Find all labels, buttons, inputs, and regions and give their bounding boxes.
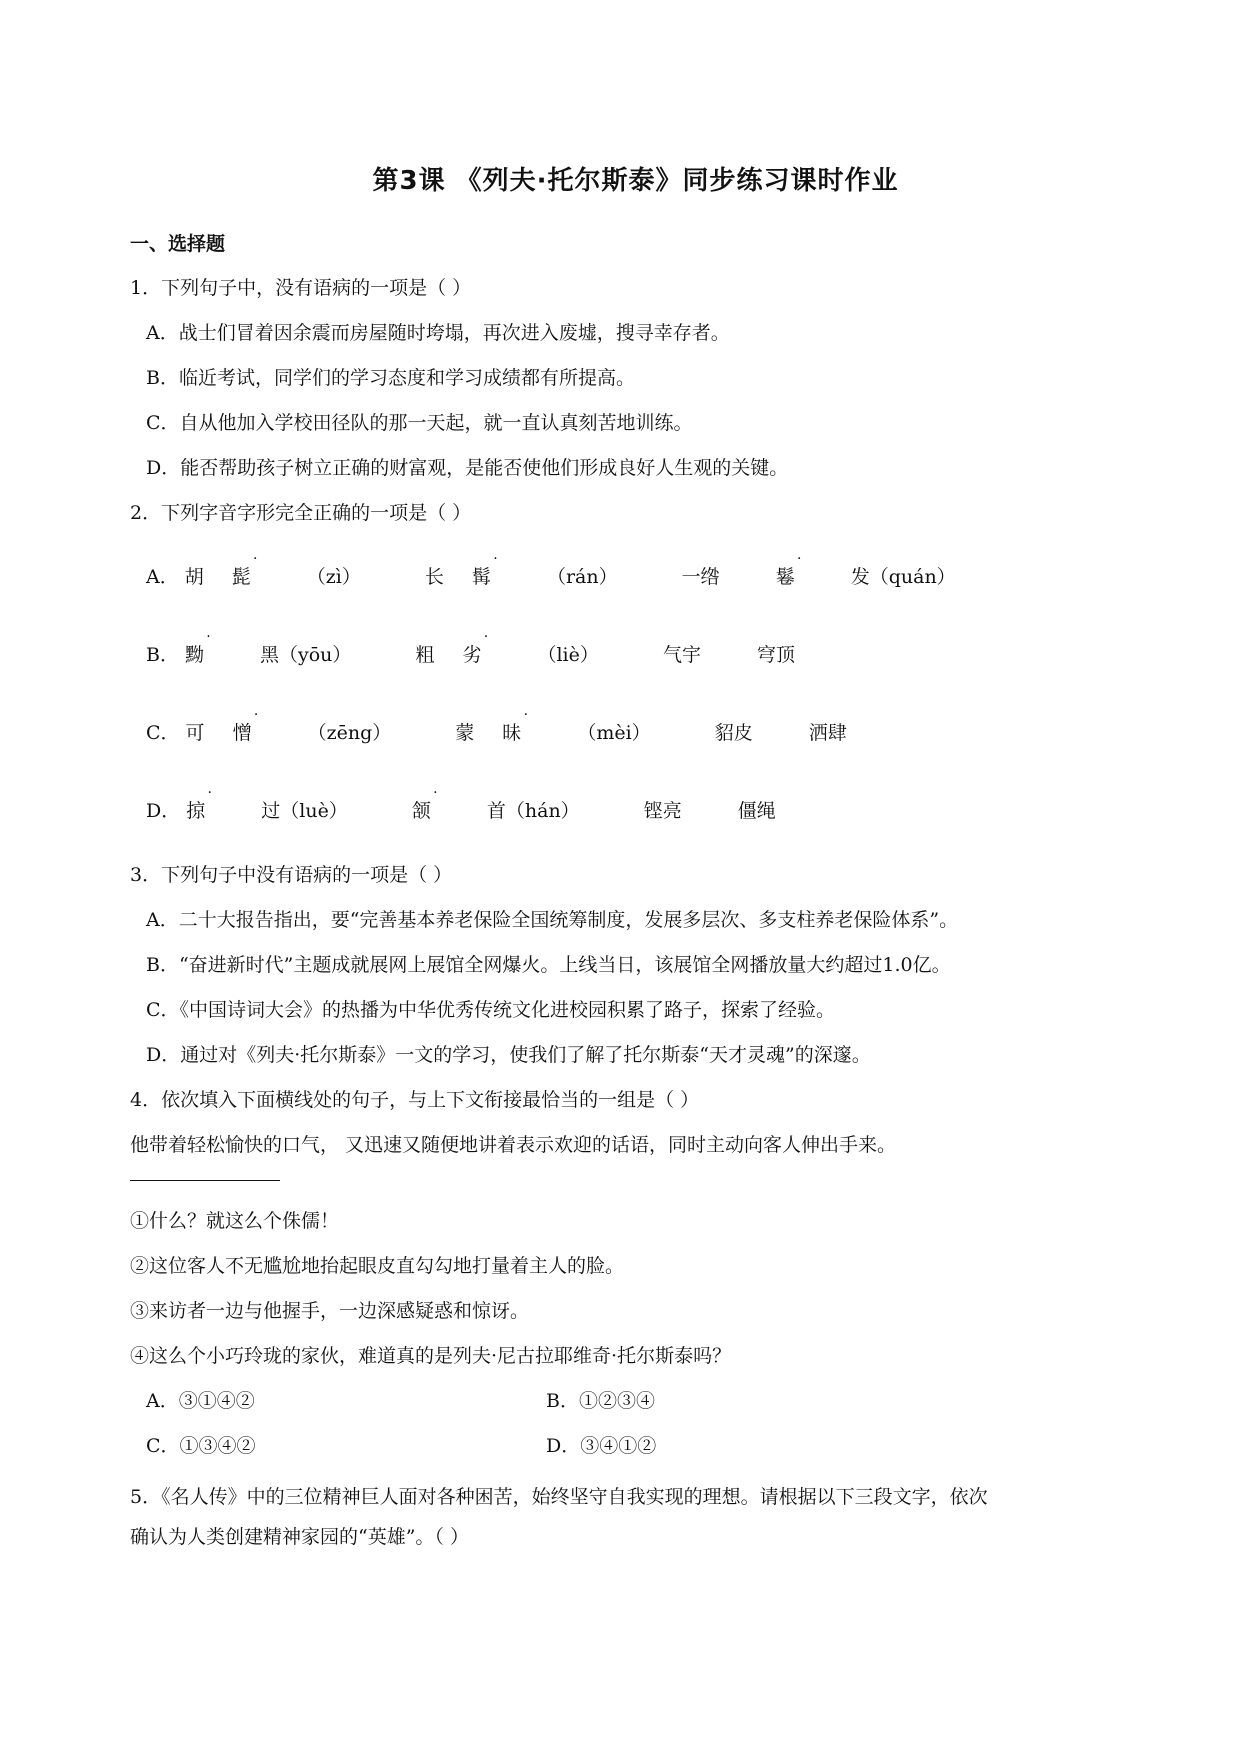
question-1-option-b[interactable]: B．临近考试，同学们的学习态度和学习成绩都有所提高。 <box>146 367 635 389</box>
question-1-option-a[interactable]: A．战士们冒着因余震而房屋随时垮塌，再次进入废墟，搜寻幸存者。 <box>146 322 730 344</box>
sentence-2: ②这位客人不无尴尬地抬起眼皮直勾勾地打量着主人的脸。 <box>130 1255 625 1277</box>
question-5-stem-line-2: 确认为人类创建精神家园的“英雄”。（ ） <box>130 1526 469 1548</box>
question-4-stem: 4．依次填入下面横线处的句子，与上下文衔接最恰当的一组是（ ） <box>130 1089 700 1111</box>
word-youhei: · 黝 黑（yōu） <box>184 629 352 666</box>
question-2-option-b[interactable] <box>130 629 1141 669</box>
question-4-option-d[interactable]: D．③④①② <box>546 1435 657 1457</box>
word-qiongding: 穹顶 <box>757 644 796 666</box>
word-changran: 长 · 髯 （rán） <box>424 551 618 588</box>
word-yiliu: 一绺 <box>681 566 720 588</box>
option-letter: C． <box>146 722 180 744</box>
word-quanfa: · 鬈 发（quán） <box>775 551 956 588</box>
option-letter: D． <box>146 800 181 822</box>
question-2-option-d[interactable] <box>130 785 1141 825</box>
question-3-option-b[interactable]: B．“奋进新时代”主题成就展网上展馆全网爆火。上线当日，该展馆全网播放量大约超过1.0亿。 <box>146 954 951 976</box>
word-qiyu: 气宇 <box>662 644 701 666</box>
question-1-stem: 1．下列句子中，没有语病的一项是（ ） <box>130 277 472 299</box>
sentence-1: ①什么？就这么个侏儒！ <box>130 1210 340 1232</box>
sentence-3: ③来访者一边与他握手，一边深感疑惑和惊讶。 <box>130 1300 530 1322</box>
question-2-stem: 2．下列字音字形完全正确的一项是（ ） <box>130 502 472 524</box>
word-huzi: 胡 · 髭 （zì） <box>184 551 361 588</box>
question-3-option-c[interactable]: C．《中国诗词大会》的热播为中华优秀传统文化进校园积累了路子，探索了经验。 <box>146 999 836 1021</box>
word-hanshou: · 颔 首（hán） <box>411 785 580 822</box>
question-4-option-a[interactable]: A．③①④② <box>146 1390 255 1412</box>
word-sasi: 洒肆 <box>808 722 847 744</box>
question-4-option-b[interactable]: B．①②③④ <box>546 1390 655 1412</box>
word-diaopi: 貂皮 <box>714 722 753 744</box>
question-2-option-c[interactable] <box>130 707 1141 747</box>
question-4-passage: 他带着轻松愉快的口气， 又迅速又随便地讲着表示欢迎的话语，同时主动向客人伸出手来。 <box>130 1134 897 1156</box>
question-4-options <box>130 1387 1141 1460</box>
question-3-option-a[interactable]: A．二十大报告指出，要“完善基本养老保险全国统筹制度，发展多层次、多支柱养老保险体系”。 <box>146 909 959 931</box>
word-mengmei: 蒙 · 昧 （mèi） <box>455 707 651 744</box>
word-jiangsheng: 僵绳 <box>737 800 776 822</box>
question-3-option-d[interactable]: D．通过对《列夫·托尔斯泰》一文的学习，使我们了解了托尔斯泰“天才灵魂”的深邃。 <box>146 1044 871 1066</box>
sentence-4: ④这么个小巧玲珑的家伙，难道真的是列夫·尼古拉耶维奇·托尔斯泰吗？ <box>130 1345 732 1367</box>
answer-blank-line <box>130 1179 280 1181</box>
word-culie: 粗 · 劣 （liè） <box>415 629 599 666</box>
word-kengliang: 铿亮 <box>643 800 682 822</box>
section-heading: 一、选择题 <box>130 233 226 255</box>
page-title: 第3课 《列夫·托尔斯泰》同步练习课时作业 <box>372 166 899 196</box>
option-letter: B． <box>146 644 179 666</box>
question-3-stem: 3．下列句子中没有语病的一项是（ ） <box>130 864 453 886</box>
question-2-option-a[interactable] <box>130 551 1141 591</box>
question-4-option-c[interactable]: C．①③④② <box>146 1435 256 1457</box>
word-lueguo: · 掠 过（luè） <box>186 785 348 822</box>
word-kezeng: 可 · 憎 （zēng） <box>185 707 392 744</box>
question-1-option-c[interactable]: C．自从他加入学校田径队的那一天起，就一直认真刻苦地训练。 <box>146 412 693 434</box>
option-letter: A． <box>146 566 179 588</box>
question-1-option-d[interactable]: D．能否帮助孩子树立正确的财富观，是能否使他们形成良好人生观的关键。 <box>146 457 789 479</box>
question-5-stem-line-1: 5．《名人传》中的三位精神巨人面对各种困苦，始终坚守自我实现的理想。请根据以下三段文字，依次 <box>130 1486 988 1508</box>
